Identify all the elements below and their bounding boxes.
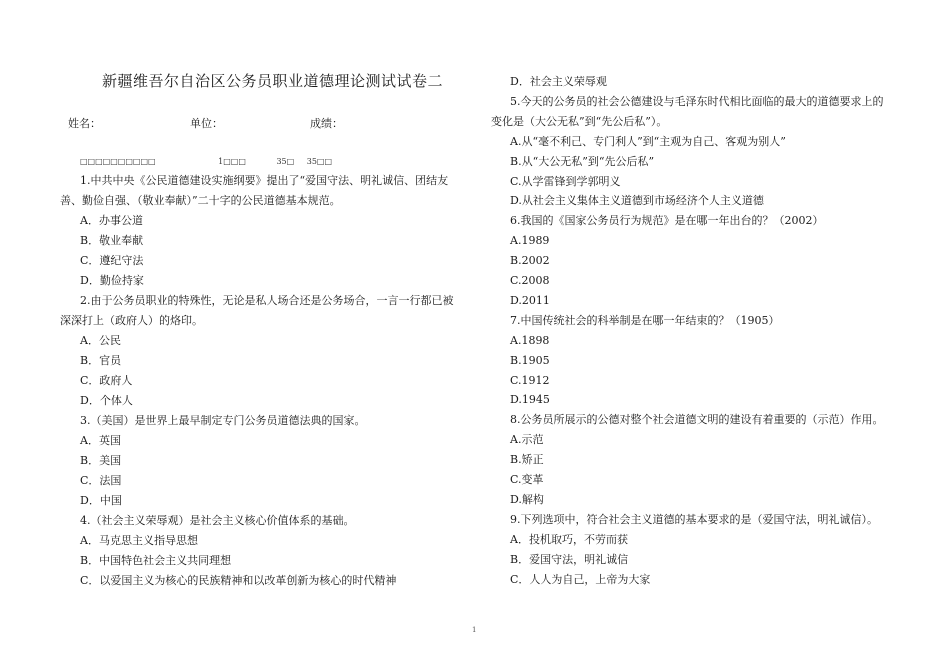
document-title: 新疆维吾尔自治区公务员职业道德理论测试试卷二 (102, 72, 444, 90)
left-line: C．以爱国主义为核心的民族精神和以改革创新为核心的时代精神 (80, 574, 397, 587)
left-line: 深深打上（政府人）的烙印。 (60, 314, 203, 327)
subheader-count: 1□□□ (218, 157, 246, 166)
right-line: B．爱国守法，明礼诚信 (510, 552, 629, 566)
right-line: B.1905 (510, 353, 550, 367)
subheader-b: 35□□ (306, 157, 333, 166)
right-line: D．社会主义荣辱观 (510, 75, 607, 88)
right-line: D.解构 (510, 492, 544, 506)
right-line: D.2011 (510, 293, 550, 307)
right-line: C.1912 (510, 373, 550, 387)
subheader (80, 157, 336, 166)
right-line: 7.中国传统社会的科举制是在哪一年结束的？（1905） (510, 313, 780, 327)
page-number: 1 (472, 626, 477, 634)
right-line: B.矫正 (510, 453, 544, 467)
left-line: 4.（社会主义荣辱观）是社会主义核心价值体系的基础。 (80, 514, 355, 527)
left-line: B．敬业奉献 (80, 234, 144, 247)
right-line: C.2008 (510, 274, 550, 287)
left-line: D．个体人 (80, 394, 133, 407)
right-line: C.从学雷锋到学郭明义 (510, 174, 621, 188)
left-line: D．勤俭持家 (80, 274, 144, 287)
left-line: B．美国 (80, 454, 122, 467)
right-line: D.1945 (510, 393, 550, 407)
left-line: 3.（美国）是世界上最早制定专门公务员道德法典的国家。 (80, 414, 366, 427)
left-line: A．公民 (80, 334, 121, 347)
right-line: 8.公务员所展示的公德对整个社会道德文明的建设有着重要的（示范）作用。 (510, 413, 884, 427)
left-line: A．英国 (80, 434, 121, 447)
subheader-a: 35□ (276, 157, 295, 166)
left-line: B．官员 (80, 354, 122, 367)
right-line: B.2002 (510, 254, 550, 268)
left-line: A．马克思主义指导思想 (80, 534, 198, 547)
right-line: 5.今天的公务员的社会公德建设与毛泽东时代相比面临的最大的道德要求上的 (510, 94, 884, 108)
score-label: 成绩： (310, 117, 343, 130)
subheader-garbled: □□□□□□□□□□ (80, 157, 156, 166)
right-line: A.1989 (510, 234, 550, 248)
right-line: D.从社会主义集体主义道德到市场经济个人主义道德 (510, 194, 764, 208)
right-line: C.变革 (510, 473, 544, 486)
left-line: D．中国 (80, 494, 122, 507)
left-line: C．遵纪守法 (80, 254, 144, 267)
unit-label: 单位： (190, 117, 223, 130)
left-line: C．政府人 (80, 374, 133, 387)
right-line: 6.我国的《国家公务员行为规范》是在哪一年出台的？（2002） (510, 214, 824, 228)
left-line: A．办事公道 (80, 214, 143, 227)
right-line: 9.下列选项中，符合社会主义道德的基本要求的是（爱国守法，明礼诚信）。 (510, 512, 878, 526)
left-line: 善、勤俭自强、（敬业奉献）”二十字的公民道德基本规范。 (60, 194, 341, 207)
right-line: C．人人为自己，上帝为大家 (510, 572, 651, 586)
right-line: A.从“毫不利己、专门利人”到“主观为自己、客观为别人” (510, 134, 786, 148)
left-line: C．法国 (80, 474, 122, 487)
right-line: B.从“大公无私”到“先公后私” (510, 154, 655, 168)
right-line: A．投机取巧，不劳而获 (510, 532, 628, 546)
left-line: 2.由于公务员职业的特殊性，无论是私人场合还是公务场合，一言一行都已被 (80, 294, 454, 307)
left-line: 1.中共中央《公民道德建设实施纲要》提出了“爱国守法、明礼诚信、团结友 (80, 174, 449, 187)
right-line: 变化是（大公无私”到“先公后私”）。 (491, 114, 668, 128)
right-line: A.1898 (510, 333, 550, 347)
left-line: B．中国特色社会主义共同理想 (80, 554, 232, 567)
name-label: 姓名： (68, 117, 101, 130)
right-line: A.示范 (510, 433, 544, 447)
